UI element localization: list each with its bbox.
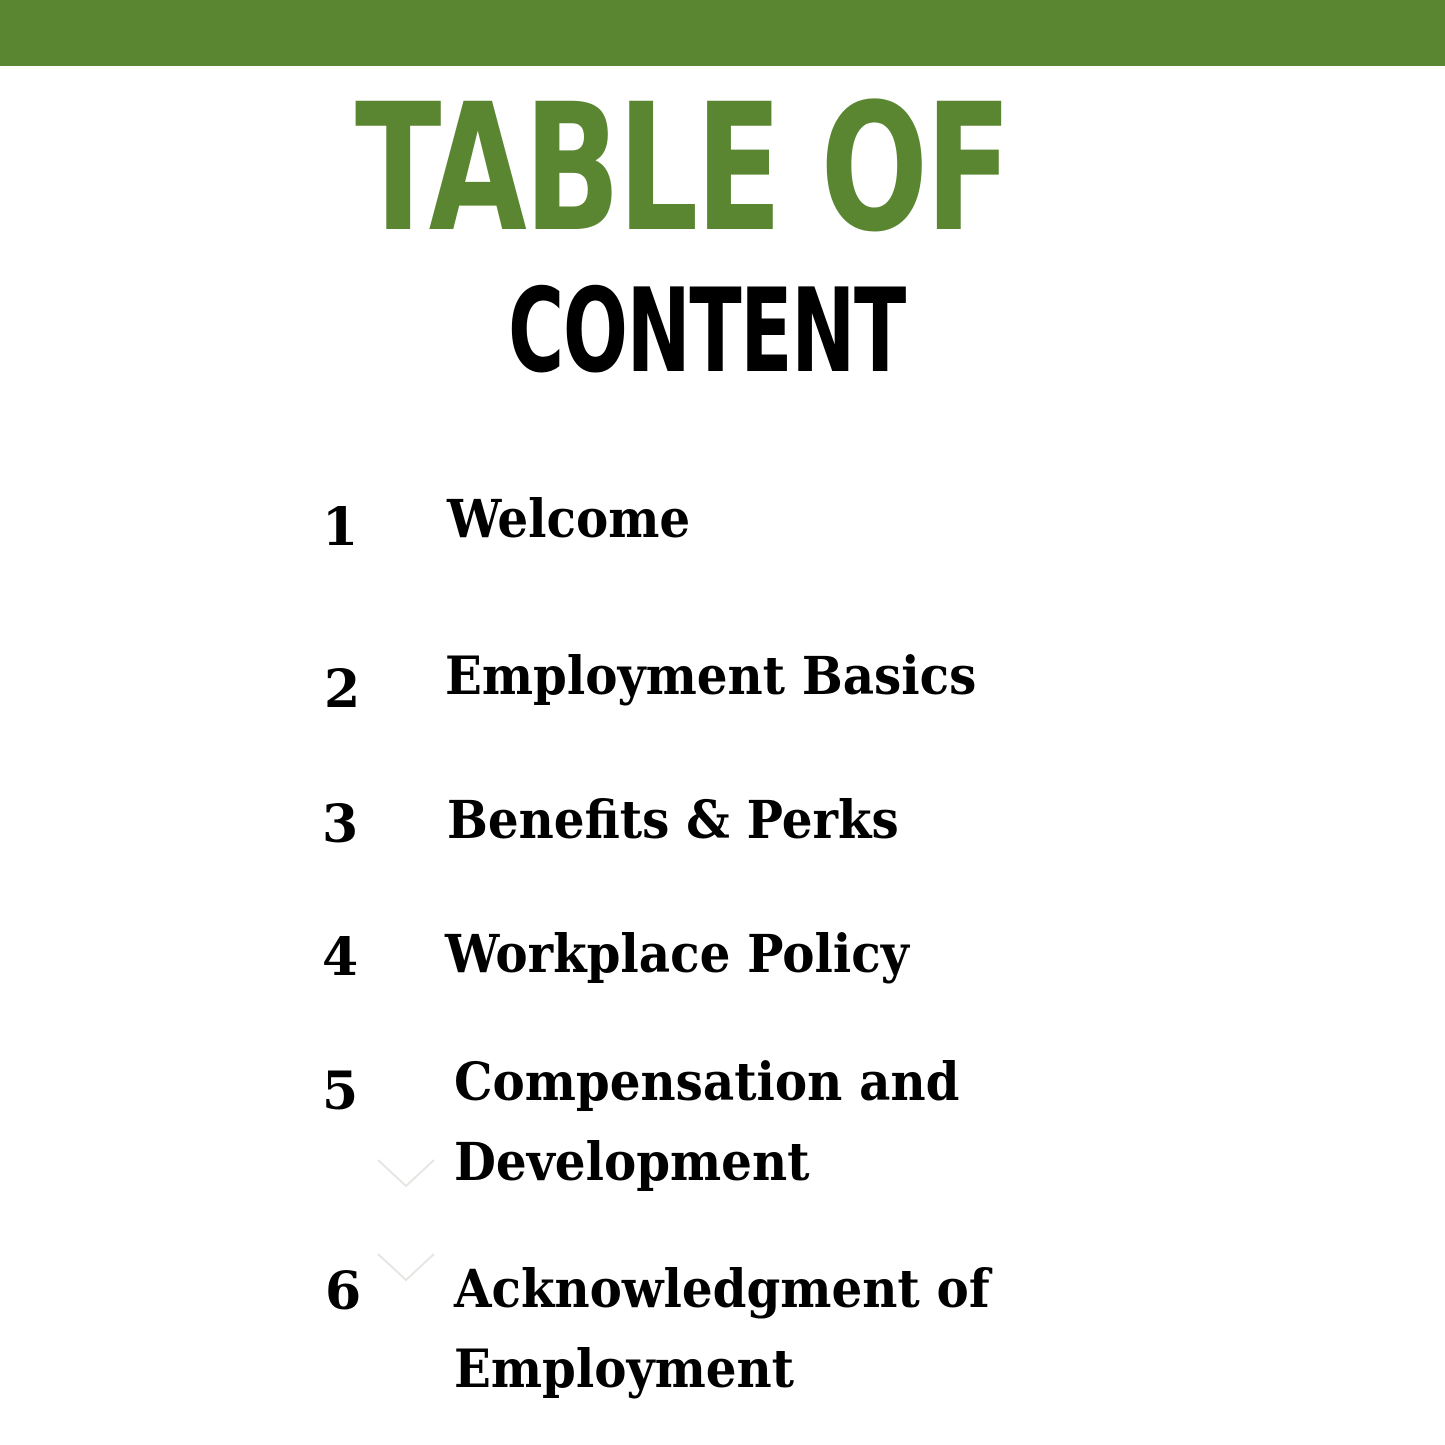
toc-number: 2 (324, 659, 361, 720)
toc-number: 3 (322, 794, 359, 855)
header-bar (0, 0, 1445, 66)
toc-number: 6 (325, 1261, 362, 1322)
title-line-1: TABLE OF (355, 66, 1009, 271)
toc-label: Benefits & Perks (447, 790, 899, 851)
toc-label: Workplace Policy (445, 924, 909, 985)
toc-label-line-1: Acknowledgment of (454, 1259, 990, 1320)
title-line-2: CONTENT (508, 264, 905, 399)
toc-label-line-1: Compensation and (454, 1052, 960, 1113)
toc-number: 5 (322, 1061, 359, 1122)
toc-label: Employment Basics (445, 646, 977, 707)
toc-label-line-2: Employment (454, 1339, 795, 1400)
toc-number: 1 (322, 497, 359, 558)
chevron-down-icon (376, 1156, 436, 1190)
toc-label-line-2: Development (454, 1132, 810, 1193)
chevron-down-icon (376, 1250, 436, 1284)
toc-number: 4 (322, 927, 359, 988)
toc-label: Welcome (447, 489, 691, 550)
